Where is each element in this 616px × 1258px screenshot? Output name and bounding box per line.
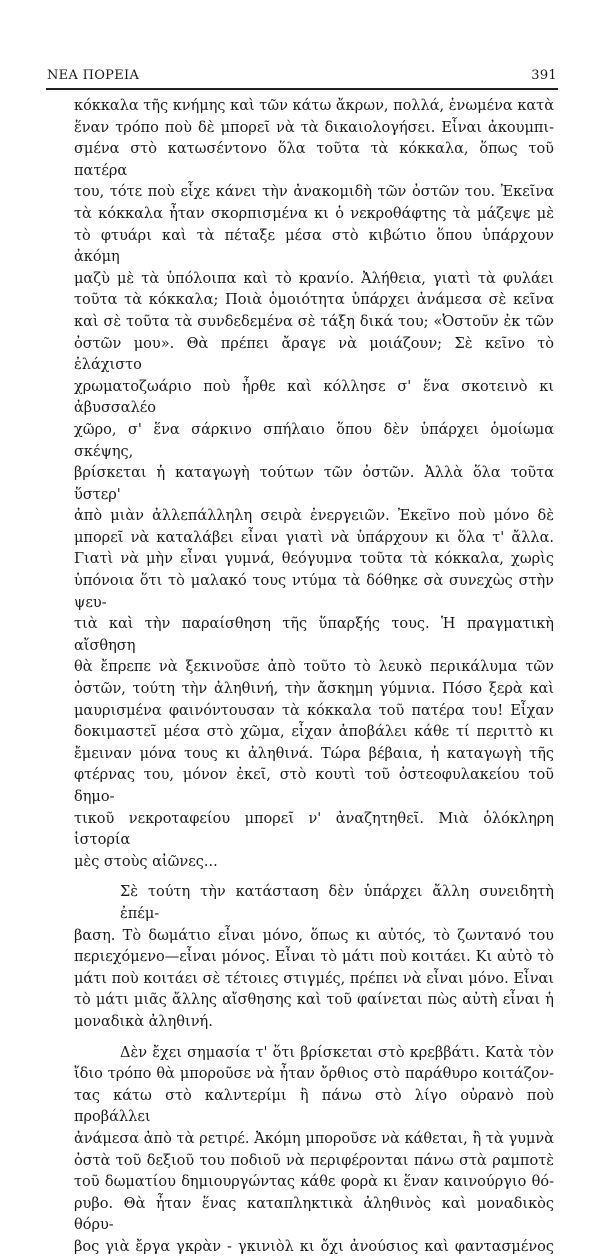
text-line: του, τότε ποὺ εἶχε κάνει τὴν ἀνακομιδὴ τῶν ὀστῶν του. Ἐκεῖνα: [74, 184, 554, 201]
text-line: Γιατὶ νὰ μὴν εἶναι γυμνά, θεόγυμνα τοῦτα τὰ κόκκαλα, χωρὶς: [74, 551, 554, 568]
text-line: ὀστῶν, τούτη τὴν ἀληθινή, τὴν ἄσκημη γύμνια. Πόσο ξερὰ καὶ: [74, 681, 554, 698]
text-line: μπορεῖ νὰ καταλάβει εἶναι γιατὶ νὰ ὑπάρχουν κι ὅλα τ' ἄλλα.: [74, 529, 554, 546]
text-line: βρίσκεται ἡ καταγωγὴ τούτων τῶν ὀστῶν. Ἀλλὰ ὅλα τοῦτα ὕστερ': [74, 465, 554, 503]
text-line: δοκιμαστεῖ μέσα στὸ χῶμα, εἶχαν ἀποβάλει κάθε τί περιττὸ κι: [74, 724, 554, 741]
text-line: χρωματοζωάριο ποὺ ἦρθε καὶ κόλλησε σ' ἕνα σκοτεινὸ κι ἀβυσσαλέο: [74, 378, 554, 417]
header-rule: [46, 88, 558, 90]
text-line: μαζὺ μὲ τὰ ὑπόλοιπα καὶ τὸ κρανίο. Ἀλήθεια, γιατὶ τὰ φυλάει: [74, 270, 554, 287]
text-line: περιεχόμενο—εἶναι μόνος. Εἶναι τὸ μάτι ποὺ κοιτάει. Κι αὐτὸ τὸ: [74, 949, 554, 966]
text-line: ὀστῶν μου». Θὰ πρέπει ἄραγε νὰ μοιάζουν; Σὲ κεῖνο τὸ ἐλάχιστο: [74, 335, 554, 374]
text-line: ἴδιο τρόπο θὰ μποροῦσε νὰ ἦταν ὄρθιος στὸ παράθυρο κοιτάζον-: [74, 1066, 554, 1083]
text-line: ὀστὰ τοῦ δεξιοῦ του ποδιοῦ νὰ περιφέρονται πάνω στὰ ραμποτὲ: [74, 1152, 554, 1169]
text-line: σμένα στὸ κατωσέντονο ὅλα τοῦτα τὰ κόκκαλα, ὅπως τοῦ πατέρα: [74, 141, 554, 179]
journal-title: ΝΕΑ ΠΟΡΕΙΑ: [47, 68, 140, 83]
text-line: μαυρισμένα φαινόντουσαν τὰ κόκκαλα τοῦ πατέρα του! Εἶχαν: [74, 702, 554, 719]
body-text: [74, 96, 554, 1258]
text-line: βαση. Τὸ δωμάτιο εἶναι μόνο, ὅπως κι αὐτός, τὸ ζωντανό του: [74, 927, 554, 944]
text-line: κόκκαλα τῆς κνήμης καὶ τῶν κάτω ἄκρων, πολλά, ἑνωμένα κατὰ: [74, 98, 554, 114]
text-line: μοναδικὰ ἀληθινή.: [74, 1013, 213, 1030]
text-line: Σὲ τούτη τὴν κατάσταση δὲν ὑπάρχει ἄλλη συνειδητὴ ἐπέμ-: [120, 884, 554, 922]
text-line: μὲς στοὺς αἰῶνες...: [74, 853, 218, 870]
text-line: θὰ ἔπρεπε νὰ ξεκινοῦσε ἀπὸ τοῦτο τὸ λευκὸ περικάλυμα τῶν: [74, 659, 554, 676]
text-line: καὶ σὲ τοῦτα τὰ συνδεδεμένα σὲ τάξη δικά του; «Ὀστοῦν ἐκ τῶν: [74, 313, 554, 330]
text-line: τικοῦ νεκροταφείου μπορεῖ ν' ἀναζητηθεῖ. Μιὰ ὁλόκληρη ἱστορία: [74, 810, 554, 849]
running-header: [47, 68, 557, 83]
text-line: μάτι ποὺ κοιτάει σὲ τέτοιες στιγμές, πρέπει νὰ εἶναι μόνο. Εἶναι: [74, 970, 554, 987]
page-number: 391: [531, 68, 557, 83]
text-line: χῶρο, σ' ἕνα σάρκινο σπήλαιο ὅπου δὲν ὑπάρχει ὁμοίωμα σκέψης,: [74, 421, 554, 460]
text-line: τὸ μάτι μιᾶς ἄλλης αἴσθησης καὶ τοῦ φαίνεται πὼς αὐτὴ εἶναι ἡ: [74, 992, 554, 1009]
text-line: τὰ κόκκαλα ἦταν σκορπισμένα κι ὁ νεκροθάφτης τὰ μάζεψε μὲ: [74, 205, 554, 222]
text-line: ἀνάμεσα ἀπὸ τὰ ρετιρέ. Ἀκόμη μποροῦσε νὰ κάθεται, ἢ τὰ γυμνὰ: [74, 1130, 554, 1147]
text-line: τας κάτω στὸ καλντερίμι ἢ πάνω στὸ λίγο οὐρανὸ ποὺ προβάλλει: [74, 1087, 554, 1126]
text-line: τοῦ δωματίου δημιουργώντας κάθε φορὰ κι ἕναν καινούργιο θό-: [74, 1174, 554, 1191]
text-line: ἕναν τρόπο ποὺ δὲ μπορεῖ νὰ τὰ δικαιολογήσει. Εἶναι ἀκουμπι-: [74, 119, 554, 136]
text-line: βος γιὰ ἔργα γκρὰν - γκινιὸλ κι ὄχι ἀνούσιος καὶ φαντασμένος: [74, 1238, 554, 1255]
text-line: Δὲν ἔχει σημασία τ' ὅτι βρίσκεται στὸ κρεββάτι. Κατὰ τὸν: [120, 1044, 554, 1061]
text-line: τοῦτα τὰ κόκκαλα; Ποιὰ ὁμοιότητα ὑπάρχει ἀνάμεσα σὲ κεῖνα: [74, 292, 554, 309]
text-line: ρυβο. Θὰ ἦταν ἕνας καταπληκτικὰ ἀληθινὸς καὶ μοναδικὸς θόρυ-: [74, 1195, 554, 1234]
text-line: φτέρνας του, μόνον ἐκεῖ, στὸ κουτὶ τοῦ ὀστεοφυλακείου τοῦ δημο-: [74, 767, 554, 805]
text-line: ὑπόνοια ὅτι τὸ μαλακό τους ντύμα τὰ δόθηκε σὰ συνεχὼς στὴν ψευ-: [74, 573, 554, 611]
text-line: ἀπὸ μιὰν ἀλλεπάλληλη σειρὰ ἐνεργειῶν. Ἐκεῖνο ποὺ μόνο δὲ: [74, 508, 554, 525]
text-line: τὸ φτυάρι καὶ τὰ πέταξε μέσα στὸ κιβώτιο ὅπου ὑπάρχουν ἀκόμη: [74, 227, 554, 266]
text-line: τιὰ καὶ τὴν παραίσθηση τῆς ὕπαρξής τους. Ἡ πραγματικὴ αἴσθηση: [74, 616, 554, 654]
text-line: ἔμειναν μόνα τους κι ἀληθινά. Τώρα βέβαια, ἡ καταγωγὴ τῆς: [74, 745, 554, 762]
